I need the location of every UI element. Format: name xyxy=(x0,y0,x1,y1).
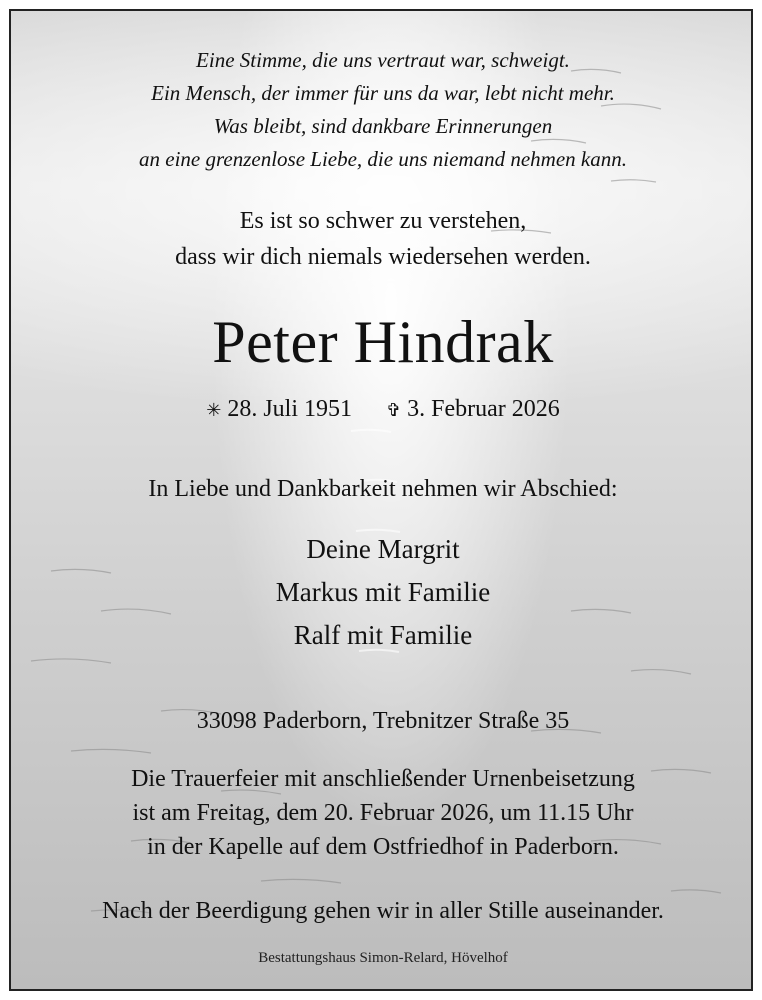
ceremony-line: Die Trauerfeier mit anschließender Urnenbeisetzung xyxy=(131,766,635,792)
verse-line: an eine grenzenlose Liebe, die uns niemand nehmen kann. xyxy=(139,147,627,171)
intro-line: Es ist so schwer zu verstehen, xyxy=(239,208,527,234)
verse-line: Was bleibt, sind dankbare Erinnerungen xyxy=(213,114,553,138)
mourner-name: Ralf mit Familie xyxy=(293,620,473,650)
deceased-name: Peter Hindrak xyxy=(212,309,554,375)
mourner-name: Markus mit Familie xyxy=(275,577,491,607)
death-cross-icon: ✞ xyxy=(386,400,402,421)
farewell-line: In Liebe und Dankbarkeit nehmen wir Abschied: xyxy=(148,476,618,502)
birth-star-icon: ✳ xyxy=(206,400,222,421)
death-date: 3. Februar 2026 xyxy=(407,396,560,422)
family-address: 33098 Paderborn, Trebnitzer Straße 35 xyxy=(196,708,570,734)
mourner-name: Deine Margrit xyxy=(306,534,460,564)
verse-line: Eine Stimme, die uns vertraut war, schweigt. xyxy=(196,48,570,72)
funeral-home: Bestattungshaus Simon-Relard, Hövelhof xyxy=(258,950,508,966)
intro-line: dass wir dich niemals wiedersehen werden. xyxy=(175,244,591,270)
intro-text xyxy=(11,203,753,275)
life-dates xyxy=(11,393,753,427)
closing-note: Nach der Beerdigung gehen wir in aller Stille auseinander. xyxy=(102,898,664,924)
obituary-notice xyxy=(9,9,753,991)
birth-date: 28. Juli 1951 xyxy=(227,396,353,422)
verse-line: Ein Mensch, der immer für uns da war, lebt nicht mehr. xyxy=(151,81,615,105)
memorial-verse xyxy=(11,44,753,176)
mourners-list xyxy=(11,528,753,657)
ceremony-line: in der Kapelle auf dem Ostfriedhof in Paderborn. xyxy=(147,834,619,860)
ceremony-line: ist am Freitag, dem 20. Februar 2026, um 11.15 Uhr xyxy=(132,800,634,826)
funeral-details xyxy=(11,762,753,864)
